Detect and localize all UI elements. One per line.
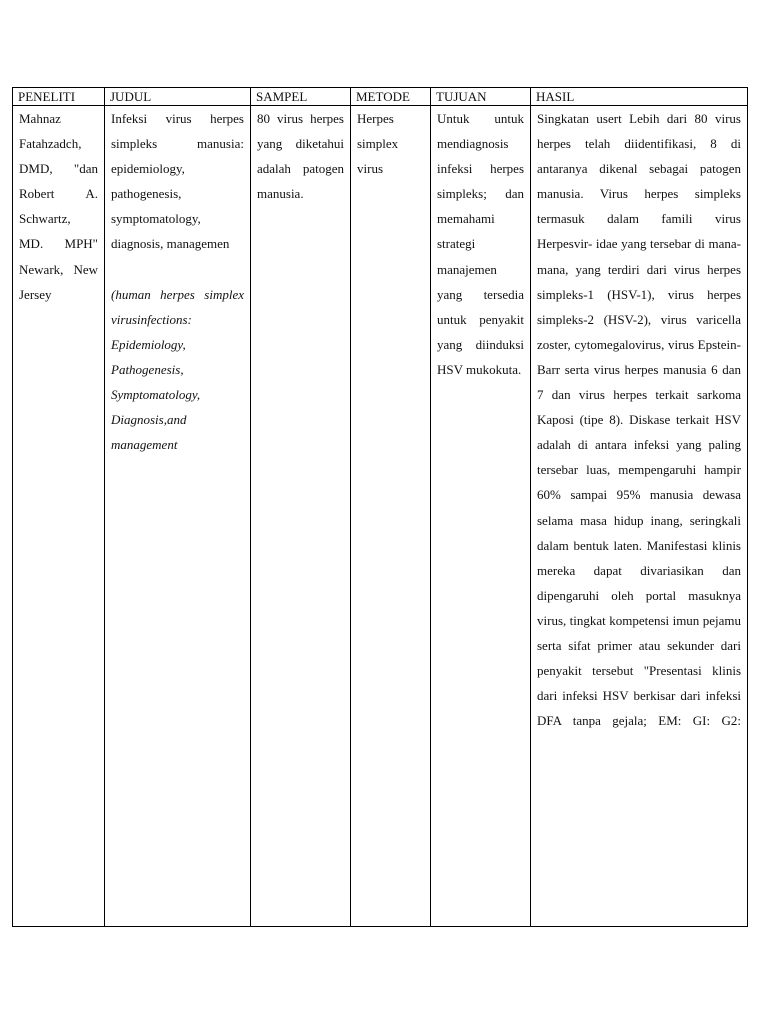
table-row — [13, 106, 748, 927]
sampel-text: 80 virus herpes yang diketahui adalah patogen manusia. — [257, 111, 344, 202]
cell-tujuan — [431, 106, 531, 927]
cell-metode — [351, 106, 431, 927]
tujuan-text: Untuk untuk mendiagnosis infeksi herpes simpleks; dan memahami strategi manajemen yang tersedia untuk penyakit yang diinduksi HSV mukokuta. — [437, 111, 524, 377]
judul-text: Infeksi virus herpes simpleks manusia: epidemiology, pathogenesis, symptomatology, diagnosis, managemen — [111, 111, 244, 252]
header-peneliti: PENELITI — [13, 88, 105, 106]
cell-judul — [105, 106, 251, 927]
paragraph-gap — [111, 257, 244, 282]
research-table — [12, 87, 748, 927]
header-metode: METODE — [351, 88, 431, 106]
metode-text: Herpes simplex virus — [357, 111, 399, 177]
header-judul: JUDUL — [105, 88, 251, 106]
table-header-row — [13, 88, 748, 106]
header-tujuan: TUJUAN — [431, 88, 531, 106]
cell-hasil — [531, 106, 748, 927]
header-sampel: SAMPEL — [251, 88, 351, 106]
cell-peneliti — [13, 106, 105, 927]
header-hasil: HASIL — [531, 88, 748, 106]
cell-sampel — [251, 106, 351, 927]
judul-english-text: (human herpes simplex virusinfections: Epidemiology, Pathogenesis, Symptomatology, Diagnosis,and management — [111, 286, 244, 453]
peneliti-text: Mahnaz Fatahzadch, DMD, "dan Robert A. Schwartz, MD. MPH" Newark, New Jersey — [19, 111, 98, 302]
hasil-text: Singkatan usert Lebih dari 80 virus herpes telah diidentifikasi, 8 di antaranya dikenal sebagai patogen manusia. Virus herpes simpleks termasuk dalam famili virus Herpesvir- idae yang tersebar di mana-mana, yang terdiri dari virus herpes simpleks-1 (HSV-1), virus herpes simpleks-2 (HSV-2), virus varicella zoster, cytomegalovirus, virus Epstein-Barr serta virus herpes manusia 6 dan 7 dan virus herpes terkait sarkoma Kaposi (tipe 8). Diskase terkait HSV adalah di antara infeksi yang paling tersebar luas, mempengaruhi hampir 60% sampai 95% manusia dewasa selama masa hidup inang, seringkali dalam bentuk laten. Manifestasi klinis mereka dapat divariasikan dan dipengaruhi oleh portal masuknya virus, tingkat kompetensi imun pejamu serta sifat primer atau sekunder dari penyakit tersebut "Presentasi klinis dari infeksi HSV berkisar dari infeksi DFA tanpa gejala; EM: GI: G2: — [537, 111, 741, 729]
